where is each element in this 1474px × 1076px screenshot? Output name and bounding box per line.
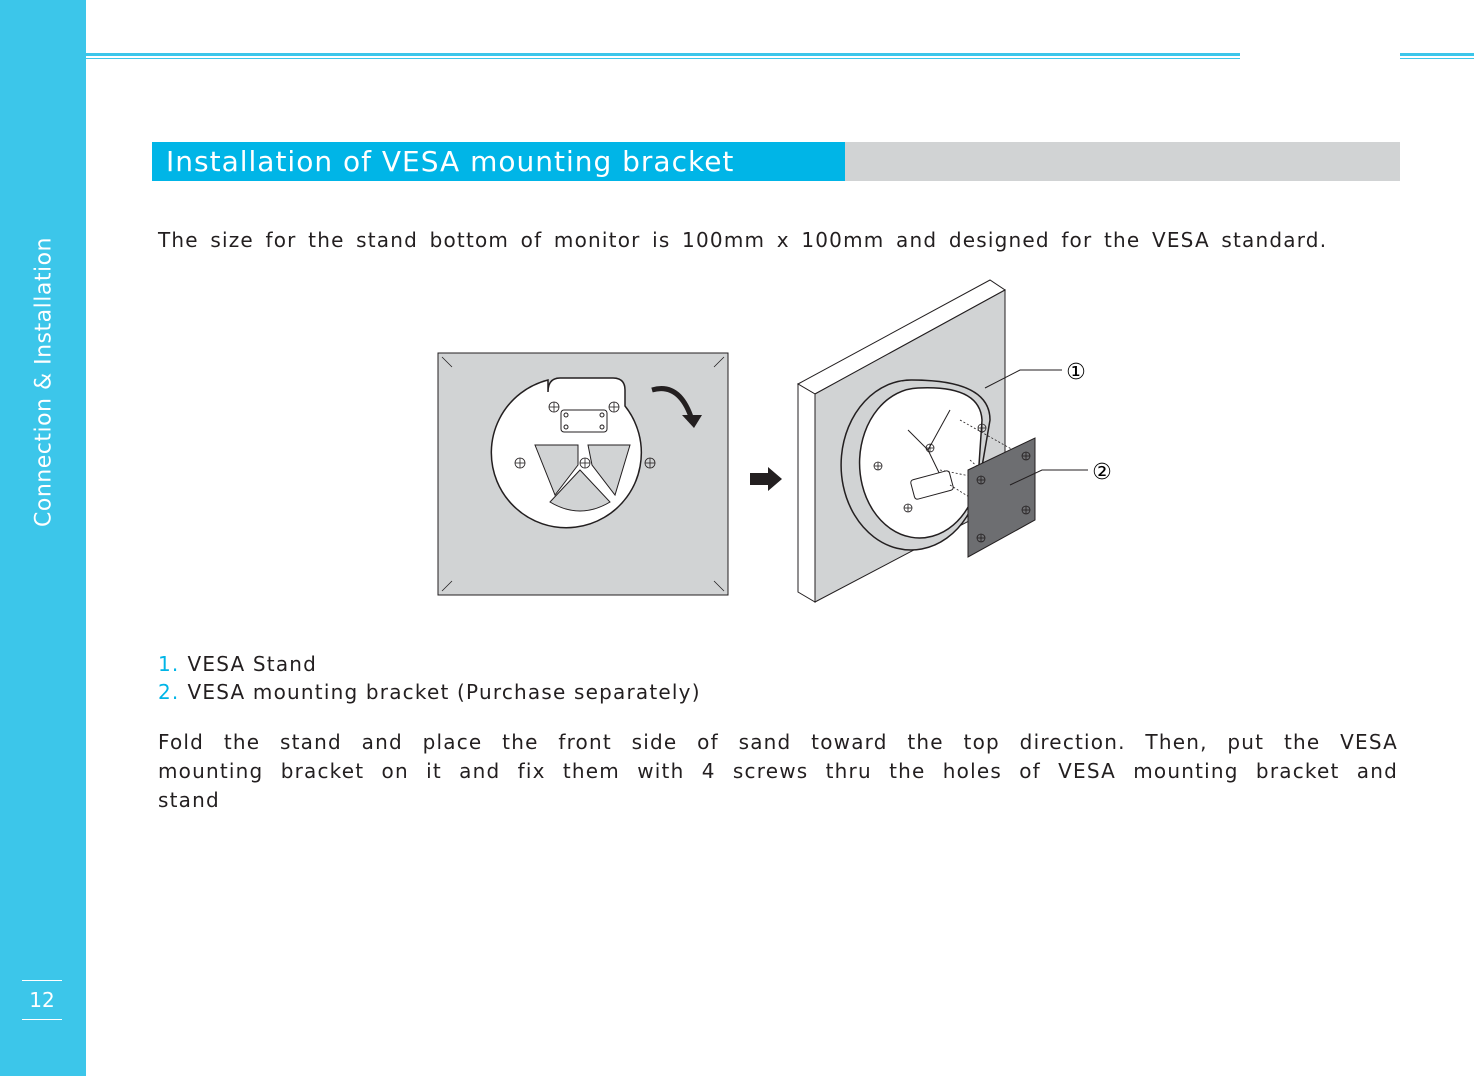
- right-arrow-icon: [750, 467, 782, 491]
- page-number: 12: [22, 980, 62, 1020]
- callout-1: ①: [1066, 360, 1086, 385]
- callout-2: ②: [1092, 460, 1112, 485]
- section-title: Installation of VESA mounting bracket: [152, 142, 845, 181]
- sidebar: [0, 0, 86, 1076]
- list-label: VESA mounting bracket (Purchase separately): [187, 680, 701, 704]
- header-rule-right: [1400, 53, 1474, 56]
- parts-list: [158, 650, 701, 706]
- header-rule-right-thin: [1400, 58, 1474, 59]
- list-label: VESA Stand: [187, 652, 318, 676]
- list-item: [158, 650, 701, 678]
- section-header: [152, 142, 1400, 181]
- header-rule-left: [86, 53, 1240, 56]
- chapter-title: Connection & Installation: [31, 237, 57, 527]
- list-item: [158, 678, 701, 706]
- monitor-angled-view: [798, 280, 1112, 602]
- header-rule-left-thin: [86, 58, 1240, 59]
- intro-text: The size for the stand bottom of monitor is 100mm x 100mm and designed for the VESA standard.: [158, 228, 1328, 252]
- list-number: 1.: [158, 652, 180, 676]
- stand-back-view: [438, 353, 728, 595]
- instructions-paragraph: Fold the stand and place the front side of sand toward the top direction. Then, put the VESA mounting bracket on it and fix them with 4 screws thru the holes of VESA mounting bracket and stand: [158, 730, 1398, 812]
- list-number: 2.: [158, 680, 180, 704]
- vesa-installation-illustration: [430, 270, 1140, 610]
